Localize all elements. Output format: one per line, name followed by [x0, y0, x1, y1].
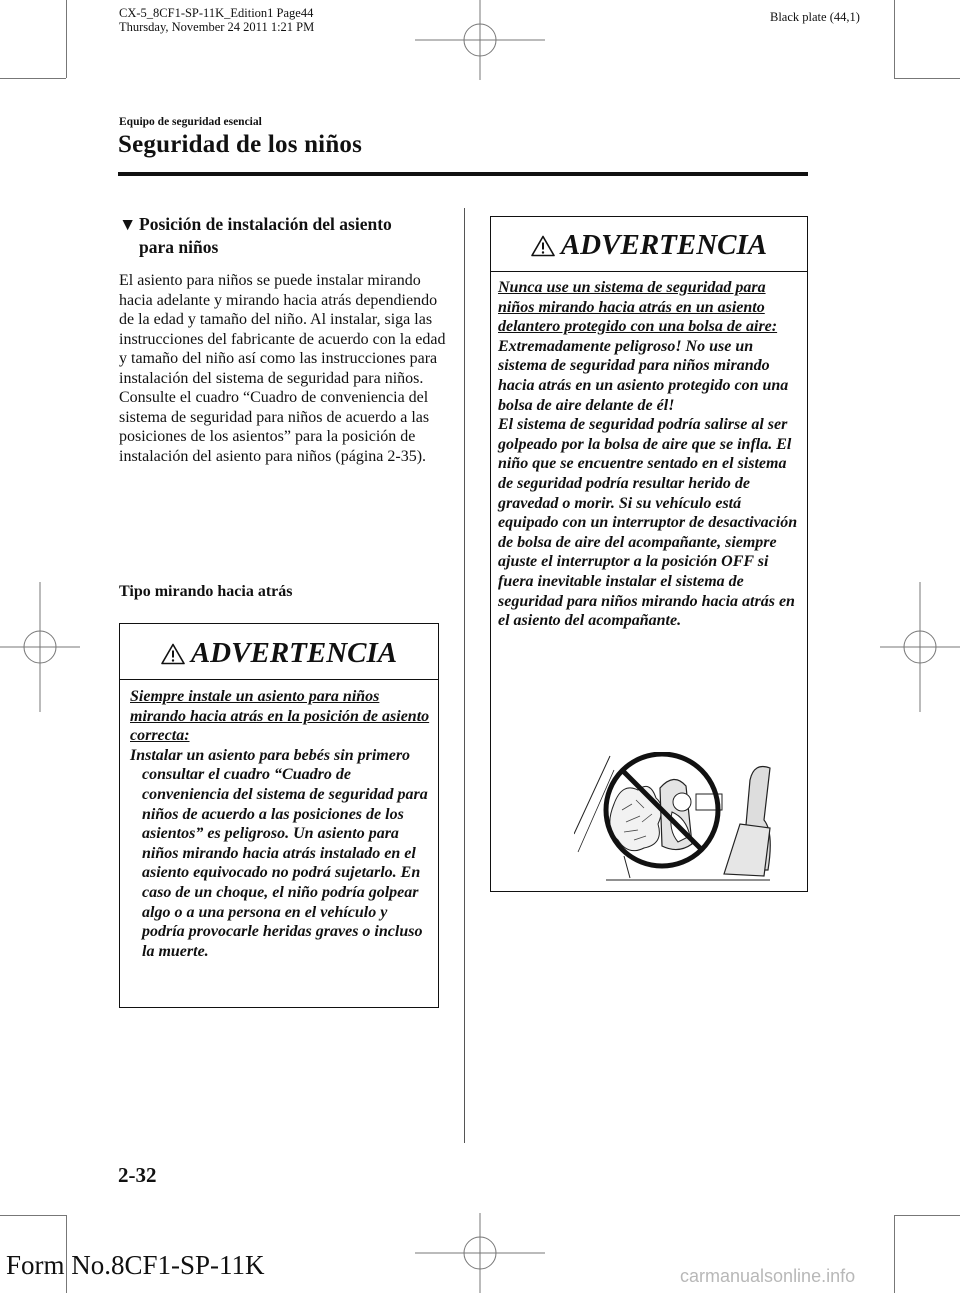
paragraph-1: El asiento para niños se puede instalar mirando hacia adelante y mirando hacia atrás dependiendo de la edad y tamaño del niño. Al instalar, siga las instrucciones del fabricante de acuerdo con la edad y tamaño del niño así como las instrucciones para instalación del sistema de seguridad para niños.	[119, 272, 446, 387]
warning-lead-2: Nunca use un sistema de seguridad para niños mirando hacia atrás en un asiento delantero protegido con una bolsa de aire:	[498, 279, 778, 336]
plate-line-1: CX-5_8CF1-SP-11K_Edition1 Page44	[119, 6, 314, 20]
plate-info	[119, 6, 314, 34]
triangle-bullet-icon: ▼	[119, 214, 137, 234]
plate-label: Black plate (44,1)	[770, 10, 860, 24]
registration-mark-left	[0, 582, 80, 712]
paragraph-2: Consulte el cuadro “Cuadro de conveniencia del sistema de seguridad para niños de acuerdo a las posiciones de los asientos” para la posición de instalación del asiento para niños (página 2-35).	[119, 389, 430, 465]
warning-text-2b: El sistema de seguridad podría salirse al ser golpeado por la bolsa de aire que se infla. El niño que se encuentre sentado en el sistema de seguridad podría resultar herido de gravedad o morir. Si su vehículo está equipado con un interruptor de desactivación de bolsa de aire del acompañante, siempre ajuste el interruptor a la posición OFF si fuera inevitable instalar el sistema de seguridad para niños mirando hacia atrás en el asiento del acompañante.	[498, 416, 798, 630]
subsection-heading-line-2: para niños	[139, 237, 219, 257]
page-number: 2-32	[118, 1163, 157, 1187]
watermark: carmanualsonline.info	[680, 1266, 856, 1286]
registration-mark-right	[880, 582, 960, 712]
warning-box-1	[119, 623, 439, 1008]
warning-title-1: ADVERTENCIA	[190, 637, 398, 669]
no-rear-facing-seat-airbag-illustration	[574, 752, 774, 882]
warning-text-1: Instalar un asiento para bebés sin primero consultar el cuadro “Cuadro de conveniencia del sistema de seguridad para niños de acuerdo a las posiciones de los asientos” es peligroso. Un asiento para niños mirando hacia atrás instalado en el asiento equivocado no podrá sujetarlo. En caso de un choque, el niño podría golpear algo o a una persona en el vehículo y podría provocarle heridas graves o incluso la muerte.	[130, 746, 428, 960]
warning-title-2: ADVERTENCIA	[560, 229, 768, 261]
registration-mark-bottom	[415, 1213, 545, 1293]
plate-line-2: Thursday, November 24 2011 1:21 PM	[119, 20, 315, 34]
form-number: Form No.8CF1-SP-11K	[6, 1250, 265, 1280]
warning-body-2	[491, 272, 807, 631]
warning-header-2	[491, 217, 807, 272]
title-rule	[118, 172, 808, 176]
page-title: Seguridad de los niños	[118, 131, 363, 158]
warning-text-2a: Extremadamente peligroso! No use un sistema de seguridad para niños mirando hacia atrás en un asiento protegido con una bolsa de aire delante de él!	[498, 337, 789, 414]
warning-triangle-icon	[161, 643, 185, 665]
warning-header-1	[120, 624, 438, 680]
subsection-heading	[119, 213, 449, 259]
section-label: Equipo de seguridad esencial	[119, 116, 262, 128]
rear-facing-heading: Tipo mirando hacia atrás	[119, 583, 293, 600]
body-text	[119, 271, 449, 466]
warning-triangle-icon	[531, 235, 555, 257]
warning-body-1	[120, 680, 438, 961]
registration-mark-top	[415, 0, 545, 80]
subsection-heading-line-1: Posición de instalación del asiento	[139, 214, 392, 234]
column-divider	[464, 208, 465, 1143]
warning-lead-1: Siempre instale un asiento para niños mirando hacia atrás en la posición de asiento correcta:	[130, 688, 430, 745]
